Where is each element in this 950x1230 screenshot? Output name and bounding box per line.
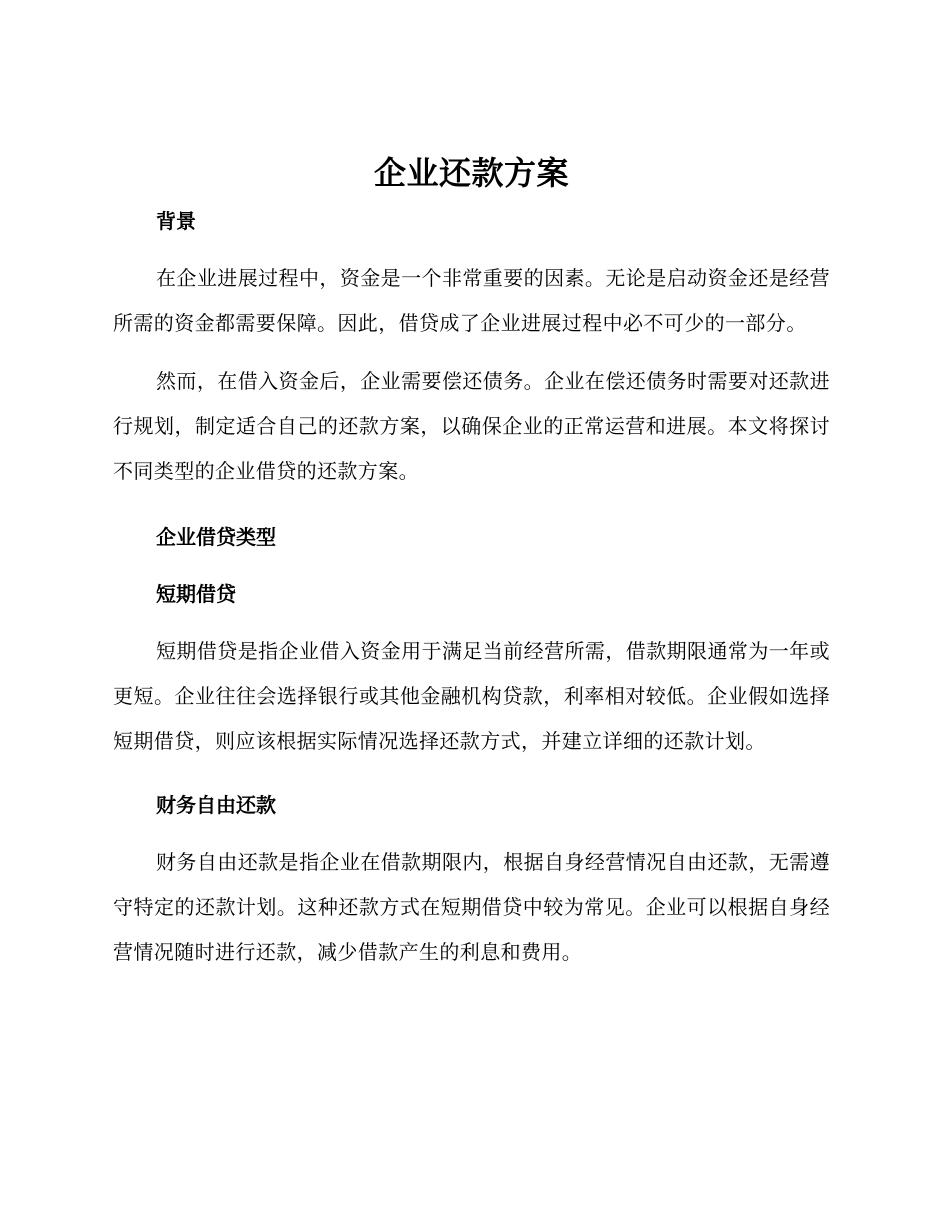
paragraph-background-1: 在企业进展过程中，资金是一个非常重要的因素。无论是启动资金还是经营所需的资金都需要保障。因此，借贷成了企业进展过程中必不可少的一部分。 [113, 266, 830, 335]
paragraph-short-term-loan: 短期借贷是指企业借入资金用于满足当前经营所需，借款期限通常为一年或更短。企业往往会选择银行或其他金融机构贷款，利率相对较低。企业假如选择短期借贷，则应该根据实际情况选择还款方式，并建立详细的还款计划。 [113, 639, 830, 753]
section-heading-free-repayment: 财务自由还款 [156, 793, 276, 817]
document-title: 企业还款方案 [373, 154, 569, 192]
document-body [113, 150, 830, 975]
paragraph-background-2: 然而，在借入资金后，企业需要偿还债务。企业在偿还债务时需要对还款进行规划，制定适合自己的还款方案，以确保企业的正常运营和进展。本文将探讨不同类型的企业借贷的还款方案。 [113, 369, 830, 483]
section-heading-short-term-loan: 短期借贷 [156, 582, 236, 606]
section-heading-background: 背景 [156, 209, 196, 233]
paragraph-free-repayment: 财务自由还款是指企业在借款期限内，根据自身经营情况自由还款，无需遵守特定的还款计划。这种还款方式在短期借贷中较为常见。企业可以根据自身经营情况随时进行还款，减少借款产生的利息和费用。 [113, 850, 830, 964]
section-heading-loan-types: 企业借贷类型 [156, 525, 276, 549]
